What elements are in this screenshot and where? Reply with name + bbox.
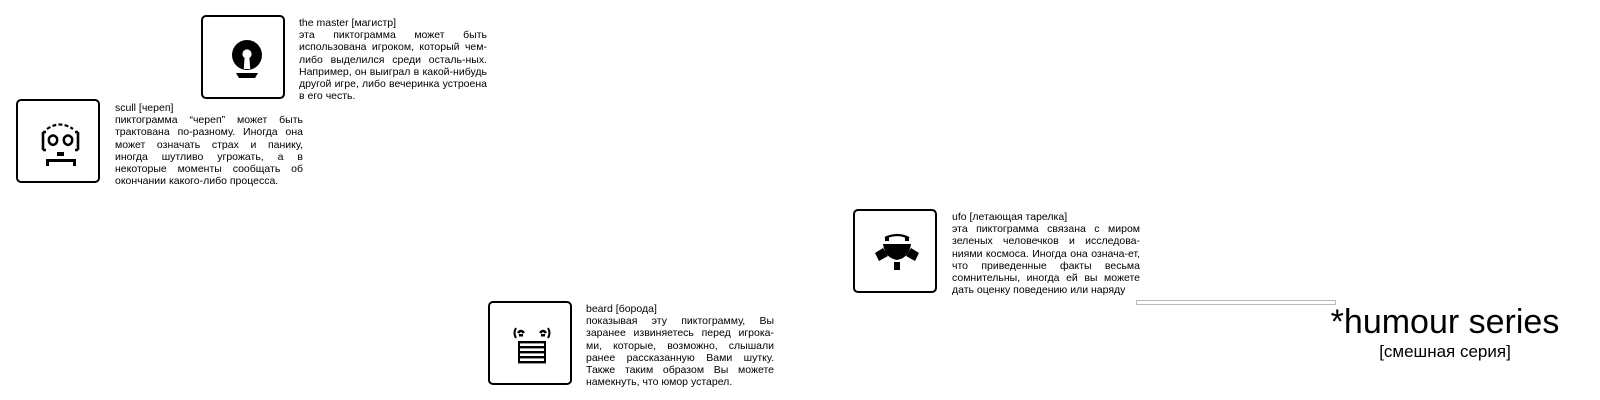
- master-description: эта пиктограмма может быть использована игроком, который чем-либо выделился среди осталь-ных. Например, он выиграл в какой-нибудь другой игре, либо вечеринка устроена в его честь.: [299, 29, 487, 103]
- beard-title: beard [борода]: [586, 303, 657, 315]
- scull-description: пиктограмма “череп” может быть трактована по-разному. Иногда она может означать страх и панику, иногда шутливо угрожать, а в некоторые моменты сообщать об окончании какого-либо процесса.: [115, 114, 303, 188]
- beard-entry: [586, 303, 774, 388]
- ufo-title: ufo [летающая тарелка]: [952, 211, 1068, 223]
- divider-bar: [1136, 300, 1336, 305]
- scull-pictogram-tile: [16, 99, 100, 183]
- beard-pictogram-tile: [488, 301, 572, 385]
- beard-description: показывая эту пиктограмму, Вы заранее извиняетесь перед игрока-ми, которые, возможно, слышали ранее рассказанную Вами шутку. Также таким образом Вы можете намекнуть, что юмор устарел.: [586, 315, 774, 389]
- series-heading: [1320, 304, 1570, 362]
- master-entry: [299, 17, 487, 102]
- beard-face-icon: [490, 303, 570, 383]
- ufo-entry: [952, 211, 1140, 296]
- scull-entry: [115, 102, 303, 187]
- ufo-icon: [855, 211, 935, 291]
- scull-title: scull [череп]: [115, 102, 174, 114]
- series-subtitle: [смешная серия]: [1379, 342, 1511, 361]
- ufo-description: эта пиктограмма связана с миром зеленых человечков и исследова-ниями космоса. Иногда она означа-ет, что приведенные факты весьма сомнительны, иногда ей вы можете дать оценку поведению или наряду: [952, 223, 1140, 297]
- master-title: the master [магистр]: [299, 17, 397, 29]
- ufo-pictogram-tile: [853, 209, 937, 293]
- keyhole-icon: [203, 17, 283, 97]
- skull-icon: [18, 101, 98, 181]
- series-title: *humour series: [1330, 303, 1560, 341]
- master-pictogram-tile: [201, 15, 285, 99]
